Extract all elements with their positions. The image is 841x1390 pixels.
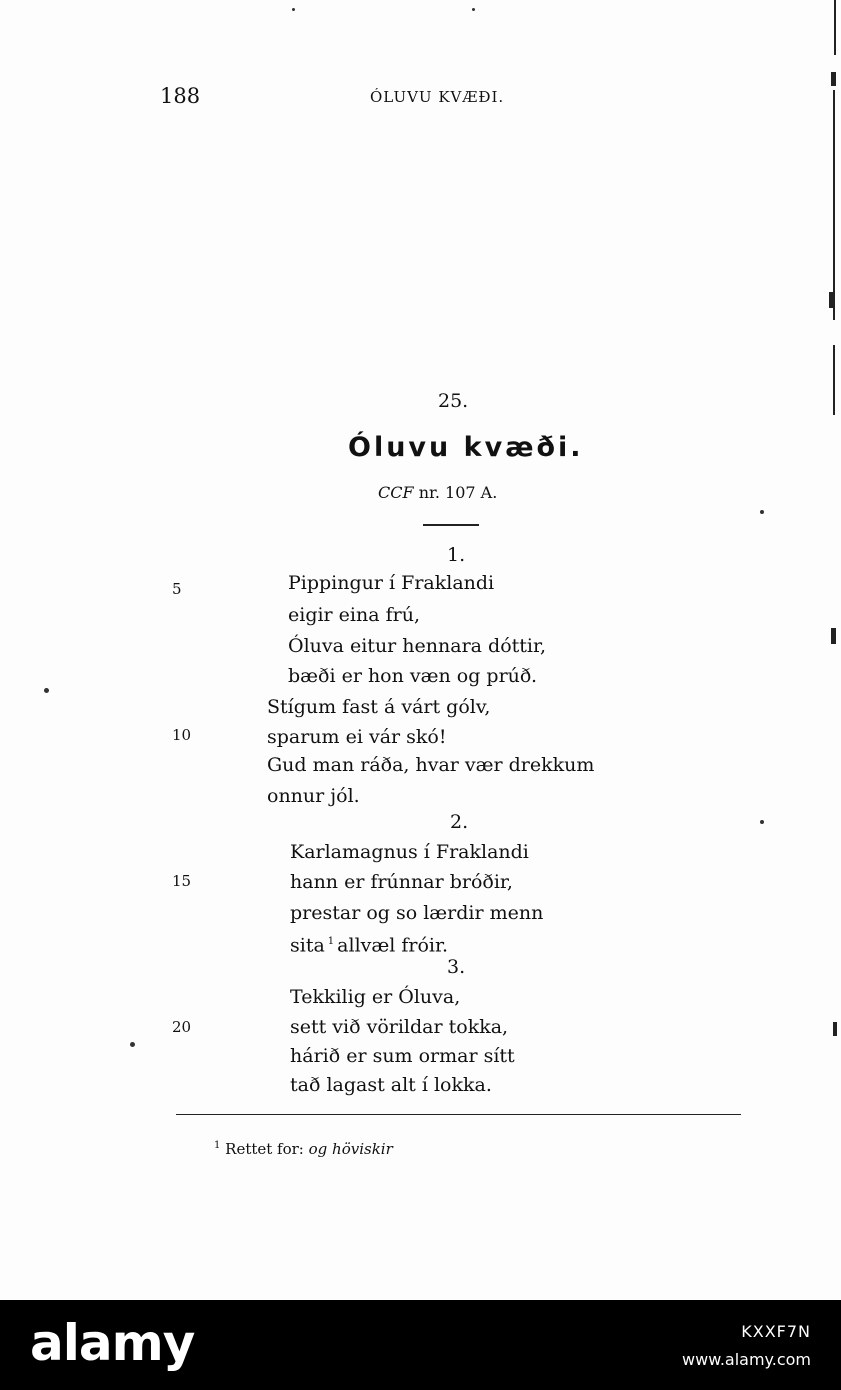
scan-speck bbox=[292, 8, 295, 11]
verse-line: Stígum fast á várt gólv, bbox=[267, 696, 491, 718]
stanza-number: 3. bbox=[447, 956, 466, 978]
reference-rest: nr. 107 A. bbox=[418, 483, 498, 502]
verse-line: bæði er hon væn og prúð. bbox=[288, 665, 538, 687]
reference-label: CCF bbox=[378, 483, 414, 502]
scan-speck bbox=[760, 510, 764, 514]
verse-line: eigir eina frú, bbox=[288, 604, 420, 626]
verse-line: Karlamagnus í Fraklandi bbox=[290, 841, 529, 863]
verse-word: sita bbox=[290, 934, 325, 957]
verse-line: Gud man ráða, hvar vær drekkum bbox=[267, 754, 595, 776]
scan-speck bbox=[44, 688, 49, 693]
verse-line bbox=[290, 932, 448, 955]
page-edge-mark bbox=[833, 90, 835, 320]
stanza-number: 1. bbox=[447, 544, 466, 566]
footnote bbox=[214, 1140, 393, 1158]
verse-line: tað lagast alt í lokka. bbox=[290, 1074, 492, 1096]
page-edge-mark bbox=[833, 1022, 837, 1036]
title-divider bbox=[423, 524, 479, 526]
verse-line: hárið er sum ormar sítt bbox=[290, 1045, 515, 1067]
page-edge-mark bbox=[831, 628, 836, 644]
line-number: 20 bbox=[172, 1018, 192, 1036]
verse-line: onnur jól. bbox=[267, 785, 360, 807]
footnote-ref: 1 bbox=[327, 936, 335, 947]
page-edge-mark bbox=[833, 345, 835, 415]
stanza-number: 2. bbox=[450, 811, 469, 833]
verse-line: prestar og so lærdir menn bbox=[290, 902, 544, 924]
footnote-italic: og höviskir bbox=[308, 1140, 393, 1158]
page-edge-mark bbox=[834, 0, 836, 55]
line-number: 10 bbox=[172, 726, 192, 744]
line-number: 15 bbox=[172, 872, 192, 890]
page-edge-mark bbox=[831, 72, 836, 86]
verse-line: Pippingur í Fraklandi bbox=[288, 572, 495, 594]
verse-line: sparum ei vár skó! bbox=[267, 726, 447, 748]
page-number: 188 bbox=[160, 84, 201, 108]
footnote-text: Rettet for: bbox=[225, 1140, 304, 1158]
verse-line: sett við vörildar tokka, bbox=[290, 1016, 509, 1038]
line-number: 5 bbox=[172, 580, 182, 598]
alamy-logo: alamy bbox=[30, 1314, 195, 1372]
scan-speck bbox=[472, 8, 475, 11]
verse-line: hann er frúnnar bróðir, bbox=[290, 871, 513, 893]
running-title: ÓLUVU KVÆÐI. bbox=[370, 88, 505, 106]
footnote-divider bbox=[176, 1114, 741, 1115]
watermark-banner bbox=[0, 1300, 841, 1390]
page-edge-mark bbox=[829, 292, 835, 308]
footnote-marker: 1 bbox=[214, 1140, 221, 1151]
verse-word: allvæl fróir. bbox=[337, 934, 449, 957]
image-id: KXXF7N bbox=[741, 1322, 811, 1341]
verse-line: Tekkilig er Óluva, bbox=[290, 986, 461, 1008]
scan-speck bbox=[760, 820, 764, 824]
scan-speck bbox=[130, 1042, 135, 1047]
verse-line: Óluva eitur hennara dóttir, bbox=[288, 635, 547, 657]
site-url: www.alamy.com bbox=[682, 1350, 811, 1369]
poem-reference bbox=[378, 483, 497, 502]
poem-title: Óluvu kvæði. bbox=[348, 432, 584, 463]
poem-number: 25. bbox=[438, 390, 469, 412]
